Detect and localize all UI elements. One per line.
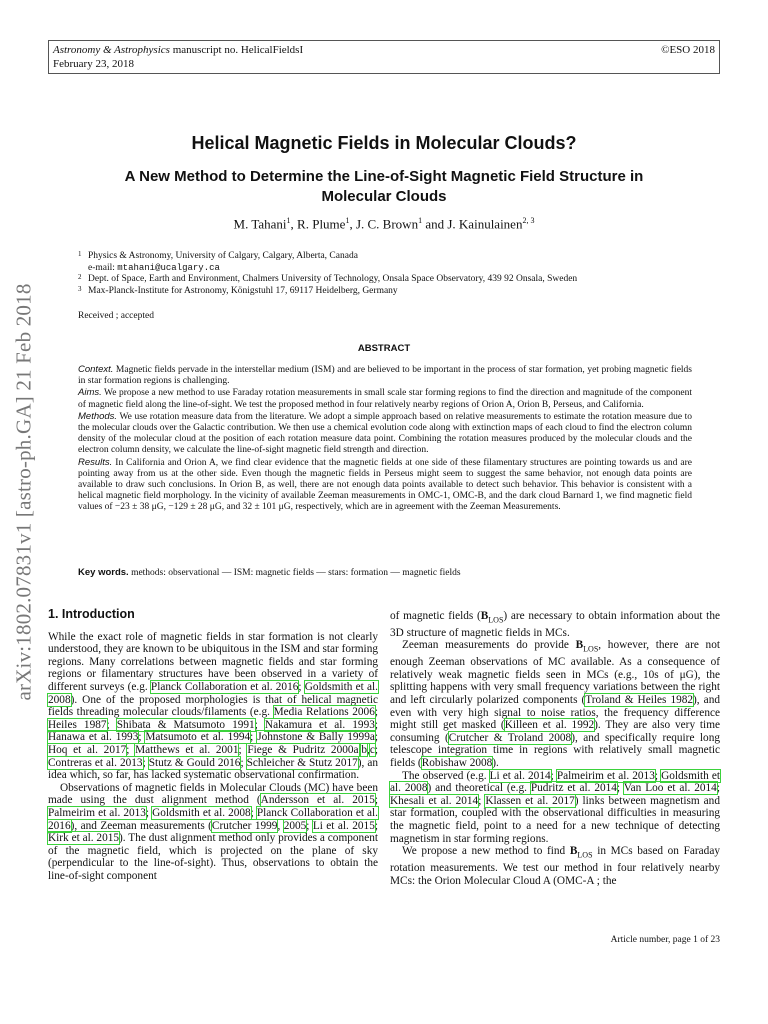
section-heading: 1. Introduction <box>48 607 135 621</box>
citation-link[interactable]: Fiege & Pudritz 2000a <box>247 743 359 756</box>
citation-link[interactable]: Killeen et al. 1992 <box>504 719 595 732</box>
affiliation: 1 Physics & Astronomy, University of Calgary, Calgary, Alberta, Canada e-mail: mtahani@ucalgary.ca <box>78 250 358 273</box>
abstract-body <box>78 364 692 514</box>
right-column <box>390 610 720 887</box>
bold-symbol: B <box>569 845 578 858</box>
citation-link[interactable]: Heiles 1987 <box>48 718 107 731</box>
abstract-context: Context. Magnetic fields pervade in the interstellar medium (ISM) and are believed to be important in the process of star formation, yet probing magnetic fields in star formation regions is challenging. <box>78 364 692 387</box>
arxiv-stamp <box>4 283 44 701</box>
abstract-results: Results. In California and Orion A, we find clear evidence that the magnetic fields at one side of these filamentary structures are pointing towards us and are pointing away from us at the other side. Even though the magnetic fields in Perseus might seem to suggest the same behavior, not enough data points are available to draw such conclusions. In Orion B, as well, there are not enough data points available to detect such behavior. This behavior is consistent with a helical magnetic field morphology. In the vicinity of available Zeeman measurements in OMC-1, OMC-B, and the dark cloud Barnard 1, we find magnetic field values of −23 ± 38 μG, −129 ± 28 μG, and 32 ± 101 μG, respectively, which are in agreement with the Zeeman Measurements. <box>78 456 692 513</box>
abstract-heading: ABSTRACT <box>357 343 411 354</box>
paragraph: Zeeman measurements do provide $B_{LOS}$, however, there are not enough Zeeman observations of MC available. As a consequence of relatively weak magnetic fields seen in MCs (e.g., 10s of μG), the splitting happens with very small frequency variations between the right and left circularly polarized components (Troland & Heiles 1982), and even with very high signal to noise ratios, the frequency difference might still get masked (Killeen et al. 1992). They are also very time consuming (Crutcher & Troland 2008), and specifically require long telescope integration time in regions with relatively small magnetic fields (Robishaw 2008). <box>390 639 720 770</box>
citation-link[interactable]: Li et al. 2015 <box>312 819 375 832</box>
page-footer: Article number, page 1 of 23 <box>610 935 720 945</box>
author-name: J. C. Brown <box>355 216 419 232</box>
abstract-methods: Methods. We use rotation measure data from the literature. We adopt a simple approach based on relative measurements to estimate the rotation measure due to the molecular clouds over the Galactic contribution. We then use a chemical evolution code along with extinction maps of each cloud to find the electron column density of the molecular cloud at the position of each rotation measure data point. Combining the rotation measures produced by the molecular clouds and the electron column density, we calculate the line-of-sight magnetic field strength and direction. <box>78 410 692 456</box>
author-affiliation-mark: 2, 3 <box>522 216 535 225</box>
affiliation-text: Max-Planck-Institute for Astronomy, Königstuhl 17, 69117 Heidelberg, Germany <box>88 285 398 296</box>
citation-link[interactable]: Palmeirim et al. 2013 <box>556 769 655 782</box>
author-affiliation-mark: 1 <box>418 216 423 225</box>
journal-header <box>48 40 720 74</box>
citation-link[interactable]: Pudritz et al. 2014 <box>530 782 617 795</box>
author-list: M. Tahani$^1$, R. Plume$^1$, J. C. Brown$^1$ and J. Kainulainen$^{2, 3}$ <box>233 216 535 232</box>
journal-name: Astronomy & Astrophysics <box>53 44 170 56</box>
paragraph: The observed (e.g. Li et al. 2014; Palmeirim et al. 2013; Goldsmith et al. 2008) and theoretical (e.g. Pudritz et al. 2014; Van Loo et al. 2014; Khesali et al. 2014; Klassen et al. 2017) links between magnetism and star formation, coupled with the observational difficulties in measuring the magnetic field, point to a need for a new technique of detecting magnetism in star forming regions. <box>390 769 721 845</box>
author-affiliation-mark: 1 <box>286 216 291 225</box>
citation-link[interactable]: Johnstone & Bally 1999a <box>257 731 375 744</box>
citation-link[interactable]: Khesali et al. 2014 <box>390 794 479 807</box>
citation-link[interactable]: Crutcher & Troland 2008 <box>448 731 572 744</box>
citation-link[interactable]: Nakamura et al. 1993 <box>264 718 375 731</box>
citation-link[interactable]: Crutcher 1999 <box>211 819 278 832</box>
affiliation-text: Physics & Astronomy, University of Calgary, Calgary, Alberta, Canada <box>88 251 358 261</box>
paragraph: Observations of magnetic fields in Molecular Clouds (MC) have been made using the dust alignment method (Andersson et al. 2015; Palmeirim et al. 2013; Goldsmith et al. 2008; Planck Collaboration et al. 2016), and Zeeman measurements (Crutcher 1999, 2005; Li et al. 2015; Kirk et al. 2015). The dust alignment method only provides a component of the magnetic field, which is projected on the plane of sky (perpendicular to the line-of-sight). Thus, observations to obtain the line-of-sight component <box>48 781 378 882</box>
bold-symbol: B <box>575 639 584 652</box>
citation-link[interactable]: Li et al. 2014 <box>489 769 551 782</box>
arxiv-identifier: arXiv:1802.07831v1 [astro-ph.GA] 21 Feb 2018 <box>11 283 36 701</box>
subscript: LOS <box>577 850 593 860</box>
citation-link[interactable]: 2005 <box>283 819 307 832</box>
author-affiliation-mark: 1 <box>345 216 350 225</box>
paragraph: of magnetic fields $(B_{LOS})$ are necessary to obtain information about the 3D structure of magnetic fields in MCs. <box>390 610 720 639</box>
paragraph: While the exact role of magnetic fields in star formation is not clearly understood, they are known to be ubiquitous in the ISM and star forming regions. Many correlations between magnetic fields and star forming regions or filamentary structures have been observed in a variety of different surveys (e.g. Planck Collaboration et al. 2016; Goldsmith et al. 2008). One of the proposed morphologies is that of helical magnetic fields threading molecular clouds/filaments (e.g. Media Relations 2006; Heiles 1987; Shibata & Matsumoto 1991; Nakamura et al. 1993; Hanawa et al. 1993; Matsumoto et al. 1994; Johnstone & Bally 1999a; Hoq et al. 2017; Matthews et al. 2001; Fiege & Pudritz 2000a,b,c; Contreras et al. 2013; Stutz & Gould 2016; Schleicher & Stutz 2017), an idea which, so far, has lacked systematic observational confirmation. <box>48 630 379 782</box>
citation-link[interactable]: Hoq et al. 2017 <box>48 743 127 756</box>
author-name: J. Kainulainen <box>447 216 523 232</box>
received-line: Received ; accepted <box>78 311 154 321</box>
email-link[interactable]: mtahani@ucalgary.ca <box>117 262 220 273</box>
left-column <box>48 606 378 882</box>
citation-link[interactable]: Hanawa et al. 1993 <box>48 731 139 744</box>
citation-link[interactable]: Van Loo et al. 2014 <box>623 782 717 795</box>
citation-link[interactable]: Goldsmith et al. 2008 <box>152 806 251 819</box>
citation-link[interactable]: Planck Collaboration et al. 2016 <box>48 806 378 832</box>
citation-link[interactable]: Goldsmith et al. 2008 <box>48 680 378 706</box>
citation-link[interactable]: Kirk et al. 2015 <box>48 832 120 845</box>
citation-link[interactable]: Robishaw 2008 <box>421 757 493 770</box>
keywords-text: methods: observational — ISM: magnetic fields — stars: formation — magnetic fields <box>128 568 461 578</box>
affiliation: 3 Max-Planck-Institute for Astronomy, Königstuhl 17, 69117 Heidelberg, Germany <box>78 284 398 296</box>
citation-link[interactable]: Planck Collaboration et al. 2016 <box>150 680 299 693</box>
author-name: M. Tahani <box>233 216 287 232</box>
citation-link[interactable]: Palmeirim et al. 2013 <box>48 806 146 819</box>
citation-link[interactable]: Contreras et al. 2013 <box>48 756 143 769</box>
citation-link[interactable]: Troland & Heiles 1982 <box>585 694 694 707</box>
keywords-label: Key words. <box>78 567 129 578</box>
affiliation: 2 Dept. of Space, Earth and Environment, Chalmers University of Technology, Onsala Space Observatory, 439 92 Onsala, Sweden <box>78 273 578 284</box>
citation-link[interactable]: Klassen et al. 2017 <box>485 794 575 807</box>
keywords <box>78 567 692 578</box>
subscript: LOS <box>488 615 504 625</box>
citation-link[interactable]: b <box>361 743 368 756</box>
citation-link[interactable]: Goldsmith et al. 2008 <box>390 769 721 795</box>
paragraph: We propose a new method to find $B_{LOS}$ in MCs based on Faraday rotation measurements. We test our method in four relatively nearby MCs: the Orion Molecular Cloud A (OMC-A ; the <box>390 845 720 887</box>
header-date: February 23, 2018 <box>53 58 134 70</box>
citation-link[interactable]: Matsumoto et al. 1994 <box>145 731 251 744</box>
subscript: LOS <box>583 644 599 654</box>
citation-link[interactable]: Matthews et al. 2001 <box>135 743 239 756</box>
bold-symbol: B <box>480 610 489 622</box>
affiliations <box>78 251 718 297</box>
paper-title: Helical Magnetic Fields in Molecular Clouds? <box>191 133 577 153</box>
affiliation-text: Dept. of Space, Earth and Environment, Chalmers University of Technology, Onsala Space Observatory, 439 92 Onsala, Sweden <box>88 274 578 284</box>
copyright: ©ESO 2018 <box>661 44 715 56</box>
citation-link[interactable]: Schleicher & Stutz 2017 <box>246 756 358 769</box>
abstract-aims: Aims. We propose a new method to use Faraday rotation measurements in small scale star forming regions to find the direction and magnitude of the component of magnetic field along the line-of-sight. We test the proposed method in four relatively nearby regions of Orion A, Orion B, Perseus, and California. <box>78 387 692 410</box>
citation-link[interactable]: Andersson et al. 2015 <box>260 794 375 807</box>
citation-link[interactable]: c <box>369 743 375 756</box>
citation-link[interactable]: Media Relations 2006 <box>273 706 375 719</box>
citation-link[interactable]: Stutz & Gould 2016 <box>148 756 241 769</box>
manuscript-number: manuscript no. HelicalFieldsI <box>169 44 304 56</box>
paper-subtitle: A New Method to Determine the Line-of-Sight Magnetic Field Structure in Molecular Clouds <box>124 168 644 205</box>
author-name: R. Plume <box>297 216 346 232</box>
citation-link[interactable]: Shibata & Matsumoto 1991 <box>116 718 255 731</box>
